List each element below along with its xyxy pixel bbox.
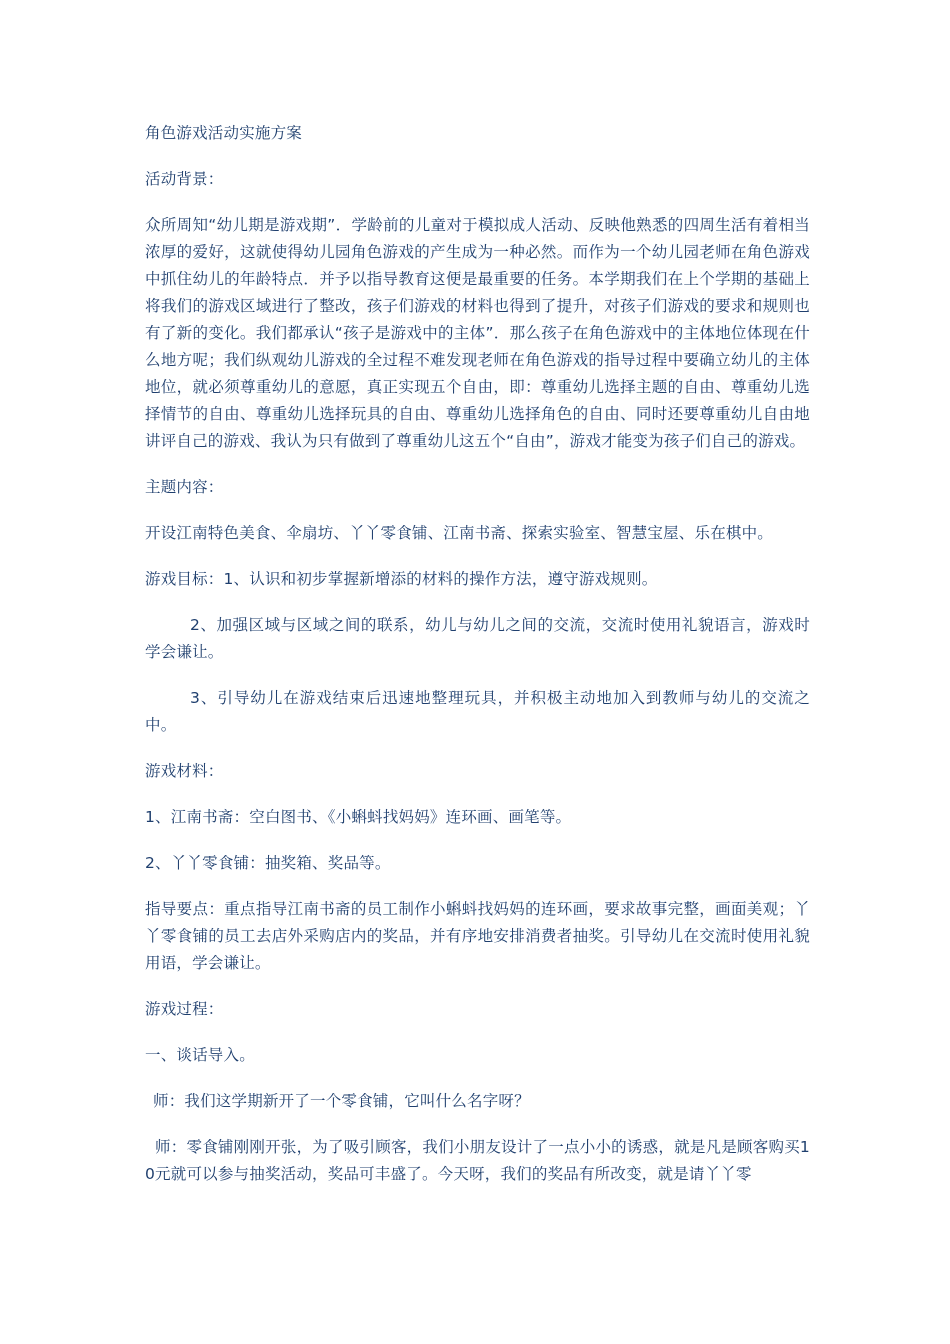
- background-paragraph: 众所周知“幼儿期是游戏期”．学龄前的儿童对于模拟成人活动、反映他熟悉的四周生活有着相当浓厚的爱好，这就使得幼儿园角色游戏的产生成为一种必然。而作为一个幼儿园老师在角色游戏中抓住幼儿的年龄特点．并予以指导教育这便是最重要的任务。本学期我们在上个学期的基础上将我们的游戏区域进行了整改，孩子们游戏的材料也得到了提升，对孩子们游戏的要求和规则也有了新的变化。我们都承认“孩子是游戏中的主体”．那么孩子在角色游戏中的主体地位体现在什么地方呢；我们纵观幼儿游戏的全过程不难发现老师在角色游戏的指导过程中要确立幼儿的主体地位，就必须尊重幼儿的意愿，真正实现五个自由，即：尊重幼儿选择主题的自由、尊重幼儿选择情节的自由、尊重幼儿选择玩具的自由、尊重幼儿选择角色的自由、同时还要尊重幼儿自由地讲评自己的游戏、我认为只有做到了尊重幼儿这五个“自由”，游戏才能变为孩子们自己的游戏。: [145, 216, 810, 450]
- process-heading: 游戏过程：: [145, 1000, 224, 1018]
- material-2: 2、丫丫零食铺：抽奖箱、奖品等。: [145, 854, 391, 872]
- goal-2: 2、加强区域与区域之间的联系，幼儿与幼儿之间的交流，交流时使用礼貌语言，游戏时学会谦让。: [145, 616, 810, 661]
- teacher-line-1: 师：我们这学期新开了一个零食铺，它叫什么名字呀？: [153, 1092, 530, 1110]
- theme-heading: 主题内容：: [145, 478, 224, 496]
- background-heading: 活动背景：: [145, 170, 224, 188]
- guidance-paragraph: 指导要点：重点指导江南书斋的员工制作小蝌蚪找妈妈的连环画，要求故事完整，画面美观；丫丫零食铺的员工去店外采购店内的奖品，并有序地安排消费者抽奖。引导幼儿在交流时使用礼貌用语，学会谦让。: [145, 900, 810, 972]
- document-title: 角色游戏活动实施方案: [145, 124, 303, 142]
- goal-3: 3、引导幼儿在游戏结束后迅速地整理玩具，并积极主动地加入到教师与幼儿的交流之中。: [145, 689, 810, 734]
- material-1: 1、江南书斋：空白图书、《小蝌蚪找妈妈》连环画、画笔等。: [145, 808, 572, 826]
- teacher-line-2: 师：零食铺刚刚开张，为了吸引顾客，我们小朋友设计了一点小小的诱惑，就是凡是顾客购买10元就可以参与抽奖活动，奖品可丰盛了。今天呀，我们的奖品有所改变，就是请丫丫零: [145, 1138, 810, 1183]
- document-body: [145, 120, 810, 1207]
- theme-paragraph: 开设江南特色美食、伞扇坊、丫丫零食铺、江南书斋、探索实验室、智慧宝屋、乐在棋中。: [145, 524, 774, 542]
- goal-1: 游戏目标：1、认识和初步掌握新增添的材料的操作方法，遵守游戏规则。: [145, 570, 658, 588]
- materials-heading: 游戏材料：: [145, 762, 224, 780]
- step-1: 一、谈话导入。: [145, 1046, 255, 1064]
